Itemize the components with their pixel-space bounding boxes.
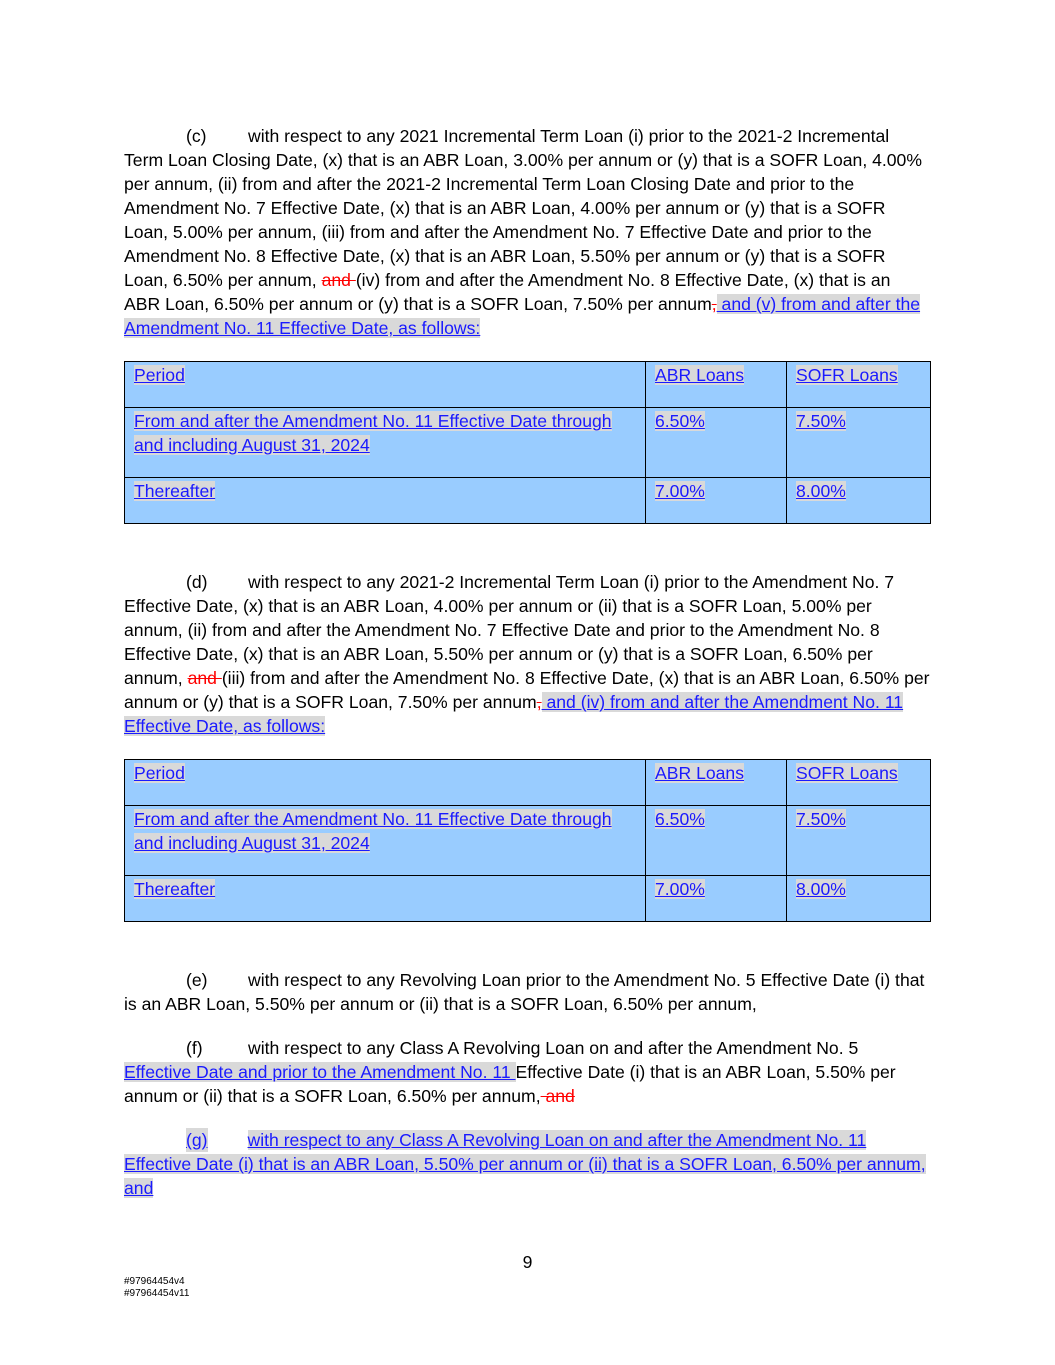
paragraph-text: with respect to any Class A Revolving Loan on and after the Amendment No. 5 xyxy=(248,1038,859,1058)
paragraph-marker: (g) xyxy=(186,1130,208,1150)
paragraph-f xyxy=(124,1036,930,1108)
paragraph-marker: (c) xyxy=(186,126,207,146)
table-header-row xyxy=(125,362,931,408)
table-row xyxy=(125,806,931,876)
cell-sofr: 8.00% xyxy=(787,876,931,922)
paragraph-text: with respect to any 2021-2 Incremental Term Loan (i) prior to the Amendment No. 7 Effective Date, (x) that is an ABR Loan, 4.00% per annum or (ii) that is a SOFR Loan, 5.00% per annum, (ii) from and after the Amendment No. 7 Effective Date and prior to the Amendment No. 8 Effective Date, (x) that is an ABR Loan, 5.50% per annum or (y) that is a SOFR Loan, 6.50% per annum, xyxy=(124,572,895,688)
page-number: 9 xyxy=(522,1252,533,1272)
cell-abr: 6.50% xyxy=(646,408,787,478)
table-row xyxy=(125,478,931,524)
inserted-text: with respect to any Class A Revolving Loan on and after the Amendment No. 11 Effective Date (i) that is an ABR Loan, 5.50% per annum or (ii) that is a SOFR Loan, 6.50% per annum, and xyxy=(124,1130,926,1198)
table-header-row xyxy=(125,760,931,806)
paragraph-text: with respect to any 2021 Incremental Term Loan (i) prior to the 2021-2 Incremental Term Loan Closing Date, (x) that is an ABR Loan, 3.00% per annum or (y) that is a SOFR Loan, 4.00% per annum, (ii) from and after the 2021-2 Incremental Term Loan Closing Date and prior to the Amendment No. 7 Effective Date, (x) that is an ABR Loan, 4.00% per annum or (y) that is a SOFR Loan, 5.00% per annum, (iii) from and after the Amendment No. 7 Effective Date and prior to the Amendment No. 8 Effective Date, (x) that is an ABR Loan, 5.50% per annum or (y) that is a SOFR Loan, 6.50% per annum, xyxy=(124,126,922,290)
deleted-text: and xyxy=(321,270,356,290)
inserted-text: and (iv) from and after the Amendment No. 11 Effective Date, as follows: xyxy=(124,692,904,736)
paragraph-text: Effective Date (i) that is an ABR Loan, 5.50% per annum or (ii) that is a SOFR Loan, 6.50% per annum, xyxy=(124,1062,896,1106)
paragraph-c xyxy=(124,124,930,340)
paragraph-e xyxy=(124,968,930,1016)
document-page xyxy=(124,124,930,1200)
document-footer xyxy=(124,1276,189,1300)
paragraph-marker: (d) xyxy=(186,572,208,592)
cell-abr: 7.00% xyxy=(646,478,787,524)
rate-table-c xyxy=(124,361,931,524)
deleted-text: and xyxy=(187,668,222,688)
paragraph-g xyxy=(124,1128,930,1200)
cell-period: Thereafter xyxy=(125,876,646,922)
cell-abr: 7.00% xyxy=(646,876,787,922)
paragraph-text: (iii) from and after the Amendment No. 8 Effective Date, (x) that is an ABR Loan, 6.50% per annum or (y) that is a SOFR Loan, 7.50% per annum xyxy=(124,668,930,712)
deleted-text: , xyxy=(536,692,542,712)
cell-period: From and after the Amendment No. 11 Effective Date through and including August 31, 2024 xyxy=(125,408,646,478)
cell-period: From and after the Amendment No. 11 Effective Date through and including August 31, 2024 xyxy=(125,806,646,876)
header-period: Period xyxy=(125,362,646,408)
header-sofr: SOFR Loans xyxy=(787,362,931,408)
paragraph-marker: (e) xyxy=(186,970,208,990)
paragraph-text: with respect to any Revolving Loan prior to the Amendment No. 5 Effective Date (i) that is an ABR Loan, 5.50% per annum or (ii) that is a SOFR Loan, 6.50% per annum, xyxy=(124,970,925,1014)
inserted-text: Effective Date and prior to the Amendment No. 11 xyxy=(124,1062,516,1082)
header-abr: ABR Loans xyxy=(646,760,787,806)
deleted-text: , xyxy=(711,294,717,314)
paragraph-d xyxy=(124,570,930,738)
paragraph-text: (iv) from and after the Amendment No. 8 Effective Date, (x) that is an ABR Loan, 6.50% per annum or (y) that is a SOFR Loan, 7.50% per annum xyxy=(124,270,891,314)
cell-sofr: 7.50% xyxy=(787,408,931,478)
cell-sofr: 7.50% xyxy=(787,806,931,876)
header-period: Period xyxy=(125,760,646,806)
cell-period: Thereafter xyxy=(125,478,646,524)
deleted-text: and xyxy=(540,1086,575,1106)
footer-doc-id: #97964454v4 xyxy=(124,1276,185,1287)
rate-table-d xyxy=(124,759,931,922)
cell-abr: 6.50% xyxy=(646,806,787,876)
inserted-text: and (v) from and after the Amendment No. 11 Effective Date, as follows: xyxy=(124,294,921,338)
header-abr: ABR Loans xyxy=(646,362,787,408)
header-sofr: SOFR Loans xyxy=(787,760,931,806)
table-row xyxy=(125,876,931,922)
footer-doc-id: #97964454v11 xyxy=(124,1288,190,1299)
cell-sofr: 8.00% xyxy=(787,478,931,524)
table-row xyxy=(125,408,931,478)
paragraph-marker: (f) xyxy=(186,1038,203,1058)
